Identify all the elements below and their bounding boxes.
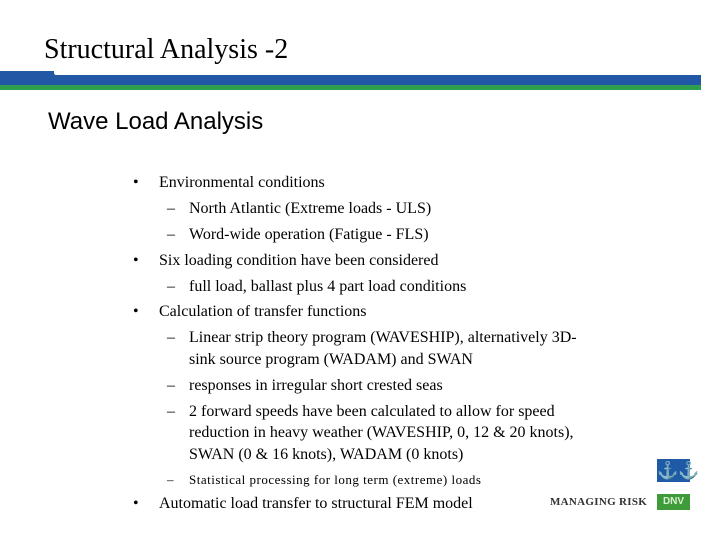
bullet-marker: • xyxy=(133,495,139,512)
list-item-text: Six loading condition have been considered xyxy=(159,252,439,269)
list-item-text: Calculation of transfer functions xyxy=(159,303,367,320)
managing-risk-tagline: MANAGING RISK xyxy=(550,496,648,508)
dnv-logo: DNV xyxy=(657,494,690,510)
bullet-marker: • xyxy=(133,252,139,269)
list-item xyxy=(133,494,473,514)
list-item xyxy=(189,423,574,443)
slide-subtitle: Wave Load Analysis xyxy=(48,108,264,135)
list-item xyxy=(167,402,555,422)
dash-marker: – xyxy=(167,329,175,346)
list-item-text: Automatic load transfer to structural FEM model xyxy=(159,495,473,512)
list-item-text: responses in irregular short crested seas xyxy=(189,377,443,394)
list-item-text: SWAN (0 & 16 knots), WADAM (0 knots) xyxy=(189,446,464,463)
list-item xyxy=(167,328,577,348)
list-item-text: sink source program (WADAM) and SWAN xyxy=(189,351,473,368)
list-item xyxy=(167,470,481,490)
list-item xyxy=(133,302,367,322)
list-item xyxy=(133,251,439,271)
dash-marker: – xyxy=(167,377,175,394)
list-item xyxy=(133,173,325,193)
bullet-marker: • xyxy=(133,303,139,320)
list-item-text: Statistical processing for long term (extreme) loads xyxy=(189,472,482,487)
list-item-text: Environmental conditions xyxy=(159,174,325,191)
list-item-text: Linear strip theory program (WAVESHIP), alternatively 3D- xyxy=(189,329,577,346)
anchor-icon: ⚓⚓ xyxy=(657,461,700,480)
slide-title: Structural Analysis -2 xyxy=(44,34,289,65)
list-item xyxy=(167,376,443,396)
list-item xyxy=(167,277,466,297)
list-item xyxy=(167,225,429,245)
list-item xyxy=(167,199,431,219)
header-bar-green xyxy=(0,85,701,90)
dash-marker: – xyxy=(167,226,175,243)
list-item-text: North Atlantic (Extreme loads - ULS) xyxy=(189,200,432,217)
list-item-text: reduction in heavy weather (WAVESHIP, 0, 12 & 20 knots), xyxy=(189,424,574,441)
header-bar-blue xyxy=(0,75,701,85)
dash-marker: – xyxy=(167,200,175,217)
list-item xyxy=(189,445,463,465)
list-item-text: 2 forward speeds have been calculated to allow for speed xyxy=(189,403,555,420)
dash-marker: – xyxy=(167,278,175,295)
dash-marker: – xyxy=(167,472,174,487)
list-item-text: full load, ballast plus 4 part load conditions xyxy=(189,278,467,295)
list-item xyxy=(189,350,473,370)
dash-marker: – xyxy=(167,403,175,420)
bullet-marker: • xyxy=(133,174,139,191)
list-item-text: Word-wide operation (Fatigue - FLS) xyxy=(189,226,429,243)
